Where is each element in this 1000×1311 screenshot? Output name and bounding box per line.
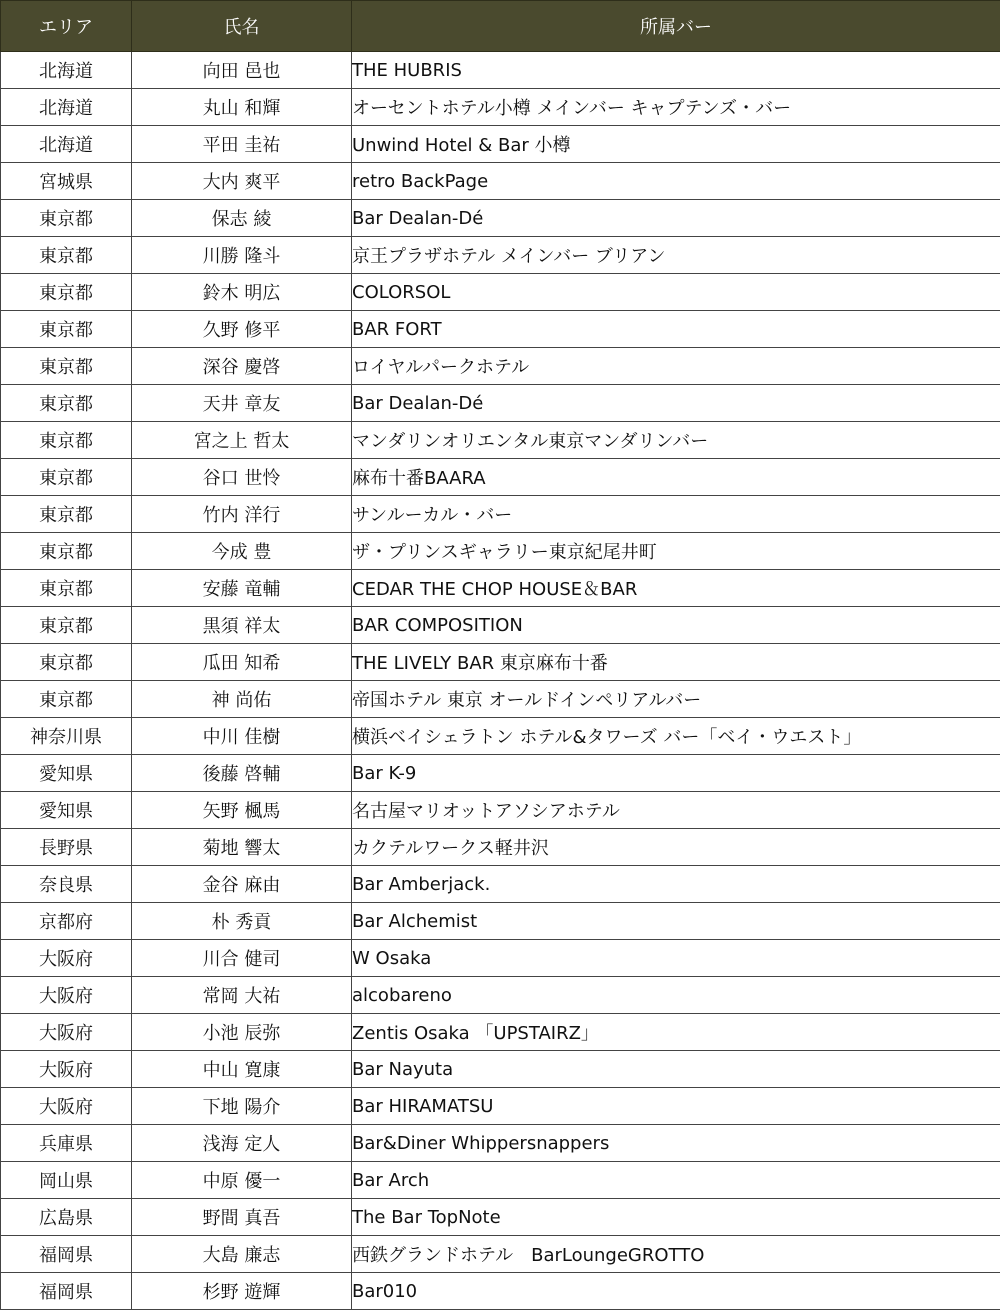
bar-cell: サンルーカル・バー <box>352 496 1000 533</box>
table-row <box>1 237 1000 274</box>
bar-cell: マンダリンオリエンタル東京マンダリンバー <box>352 422 1000 459</box>
area-cell: 福岡県 <box>1 1236 132 1273</box>
name-cell: 中川 佳樹 <box>132 718 352 755</box>
bar-cell: BAR FORT <box>352 311 1000 348</box>
table-row <box>1 89 1000 126</box>
area-cell: 東京都 <box>1 274 132 311</box>
name-cell: 深谷 慶啓 <box>132 348 352 385</box>
table-row <box>1 533 1000 570</box>
name-cell: 金谷 麻由 <box>132 866 352 903</box>
name-cell: 中山 寛康 <box>132 1051 352 1088</box>
area-cell: 北海道 <box>1 126 132 163</box>
area-cell: 大阪府 <box>1 1014 132 1051</box>
area-cell: 東京都 <box>1 422 132 459</box>
area-cell: 大阪府 <box>1 1088 132 1125</box>
area-cell: 東京都 <box>1 237 132 274</box>
table-row <box>1 126 1000 163</box>
table-row <box>1 1051 1000 1088</box>
table-row <box>1 866 1000 903</box>
bar-cell: オーセントホテル小樽 メインバー キャプテンズ・バー <box>352 89 1000 126</box>
table-row <box>1 792 1000 829</box>
bar-cell: 西鉄グランドホテル BarLoungeGROTTO <box>352 1236 1000 1273</box>
name-cell: 川勝 隆斗 <box>132 237 352 274</box>
area-cell: 東京都 <box>1 348 132 385</box>
table-row <box>1 977 1000 1014</box>
table-row <box>1 496 1000 533</box>
name-cell: 鈴木 明広 <box>132 274 352 311</box>
bar-cell: The Bar TopNote <box>352 1199 1000 1236</box>
name-cell: 今成 豊 <box>132 533 352 570</box>
bar-cell: THE HUBRIS <box>352 52 1000 89</box>
name-cell: 谷口 世怜 <box>132 459 352 496</box>
table-row <box>1 681 1000 718</box>
table-row <box>1 718 1000 755</box>
bar-cell: Bar K-9 <box>352 755 1000 792</box>
area-cell: 宮城県 <box>1 163 132 200</box>
table-row <box>1 200 1000 237</box>
area-cell: 長野県 <box>1 829 132 866</box>
table-row <box>1 1088 1000 1125</box>
area-cell: 東京都 <box>1 533 132 570</box>
name-cell: 杉野 遊輝 <box>132 1273 352 1310</box>
area-cell: 愛知県 <box>1 792 132 829</box>
bar-cell: alcobareno <box>352 977 1000 1014</box>
bar-cell: CEDAR THE CHOP HOUSE＆BAR <box>352 570 1000 607</box>
name-cell: 安藤 竜輔 <box>132 570 352 607</box>
bar-cell: 麻布十番BAARA <box>352 459 1000 496</box>
name-cell: 後藤 啓輔 <box>132 755 352 792</box>
table-row <box>1 163 1000 200</box>
column-header-name: 氏名 <box>132 1 352 52</box>
name-cell: 常岡 大祐 <box>132 977 352 1014</box>
table-row <box>1 1199 1000 1236</box>
area-cell: 東京都 <box>1 644 132 681</box>
bar-cell: 横浜ベイシェラトン ホテル&タワーズ バー「ベイ・ウエスト」 <box>352 718 1000 755</box>
bar-cell: Bar Amberjack. <box>352 866 1000 903</box>
area-cell: 岡山県 <box>1 1162 132 1199</box>
area-cell: 東京都 <box>1 200 132 237</box>
name-cell: 久野 修平 <box>132 311 352 348</box>
name-cell: 神 尚佑 <box>132 681 352 718</box>
name-cell: 黒須 祥太 <box>132 607 352 644</box>
bar-cell: ロイヤルパークホテル <box>352 348 1000 385</box>
area-cell: 北海道 <box>1 52 132 89</box>
bar-cell: BAR COMPOSITION <box>352 607 1000 644</box>
area-cell: 広島県 <box>1 1199 132 1236</box>
table-header-row <box>1 1 1000 52</box>
area-cell: 愛知県 <box>1 755 132 792</box>
area-cell: 大阪府 <box>1 940 132 977</box>
bar-cell: retro BackPage <box>352 163 1000 200</box>
name-cell: 浅海 定人 <box>132 1125 352 1162</box>
table-row <box>1 422 1000 459</box>
bar-cell: 帝国ホテル 東京 オールドインペリアルバー <box>352 681 1000 718</box>
area-cell: 兵庫県 <box>1 1125 132 1162</box>
bar-cell: カクテルワークス軽井沢 <box>352 829 1000 866</box>
bar-cell: Bar&Diner Whippersnappers <box>352 1125 1000 1162</box>
table-row <box>1 1014 1000 1051</box>
bar-cell: Bar Dealan-Dé <box>352 385 1000 422</box>
table-row <box>1 903 1000 940</box>
name-cell: 朴 秀貢 <box>132 903 352 940</box>
bar-cell: 名古屋マリオットアソシアホテル <box>352 792 1000 829</box>
name-cell: 保志 綾 <box>132 200 352 237</box>
area-cell: 東京都 <box>1 570 132 607</box>
bar-cell: Zentis Osaka 「UPSTAIRZ」 <box>352 1014 1000 1051</box>
name-cell: 矢野 楓馬 <box>132 792 352 829</box>
area-cell: 奈良県 <box>1 866 132 903</box>
area-cell: 東京都 <box>1 311 132 348</box>
table-row <box>1 1236 1000 1273</box>
table-row <box>1 52 1000 89</box>
bar-cell: COLORSOL <box>352 274 1000 311</box>
area-cell: 大阪府 <box>1 1051 132 1088</box>
area-cell: 神奈川県 <box>1 718 132 755</box>
bar-cell: THE LIVELY BAR 東京麻布十番 <box>352 644 1000 681</box>
table-row <box>1 1273 1000 1310</box>
name-cell: 宮之上 哲太 <box>132 422 352 459</box>
area-cell: 東京都 <box>1 385 132 422</box>
table-body <box>1 52 1000 1310</box>
bar-cell: 京王プラザホテル メインバー ブリアン <box>352 237 1000 274</box>
area-cell: 京都府 <box>1 903 132 940</box>
bar-cell: Bar Dealan-Dé <box>352 200 1000 237</box>
name-cell: 川合 健司 <box>132 940 352 977</box>
name-cell: 中原 優一 <box>132 1162 352 1199</box>
name-cell: 下地 陽介 <box>132 1088 352 1125</box>
area-cell: 東京都 <box>1 496 132 533</box>
table-row <box>1 755 1000 792</box>
table-row <box>1 644 1000 681</box>
bar-cell: Unwind Hotel & Bar 小樽 <box>352 126 1000 163</box>
name-cell: 菊地 響太 <box>132 829 352 866</box>
table-row <box>1 829 1000 866</box>
area-cell: 大阪府 <box>1 977 132 1014</box>
area-cell: 北海道 <box>1 89 132 126</box>
table-row <box>1 274 1000 311</box>
table-row <box>1 1162 1000 1199</box>
table-row <box>1 459 1000 496</box>
bar-cell: Bar Arch <box>352 1162 1000 1199</box>
name-cell: 野間 真吾 <box>132 1199 352 1236</box>
name-cell: 大内 爽平 <box>132 163 352 200</box>
table-row <box>1 940 1000 977</box>
name-cell: 竹内 洋行 <box>132 496 352 533</box>
name-cell: 瓜田 知希 <box>132 644 352 681</box>
bar-cell: Bar010 <box>352 1273 1000 1310</box>
name-cell: 平田 圭祐 <box>132 126 352 163</box>
bar-cell: Bar Alchemist <box>352 903 1000 940</box>
area-cell: 福岡県 <box>1 1273 132 1310</box>
table-row <box>1 385 1000 422</box>
bar-cell: W Osaka <box>352 940 1000 977</box>
table-row <box>1 607 1000 644</box>
name-cell: 丸山 和輝 <box>132 89 352 126</box>
area-cell: 東京都 <box>1 681 132 718</box>
table-row <box>1 348 1000 385</box>
area-cell: 東京都 <box>1 459 132 496</box>
table-row <box>1 570 1000 607</box>
bar-cell: ザ・プリンスギャラリー東京紀尾井町 <box>352 533 1000 570</box>
bar-cell: Bar HIRAMATSU <box>352 1088 1000 1125</box>
column-header-bar: 所属バー <box>352 1 1000 52</box>
table-row <box>1 311 1000 348</box>
name-cell: 向田 邑也 <box>132 52 352 89</box>
column-header-area: エリア <box>1 1 132 52</box>
name-cell: 小池 辰弥 <box>132 1014 352 1051</box>
table-row <box>1 1125 1000 1162</box>
name-cell: 天井 章友 <box>132 385 352 422</box>
name-cell: 大島 廉志 <box>132 1236 352 1273</box>
bar-cell: Bar Nayuta <box>352 1051 1000 1088</box>
area-cell: 東京都 <box>1 607 132 644</box>
